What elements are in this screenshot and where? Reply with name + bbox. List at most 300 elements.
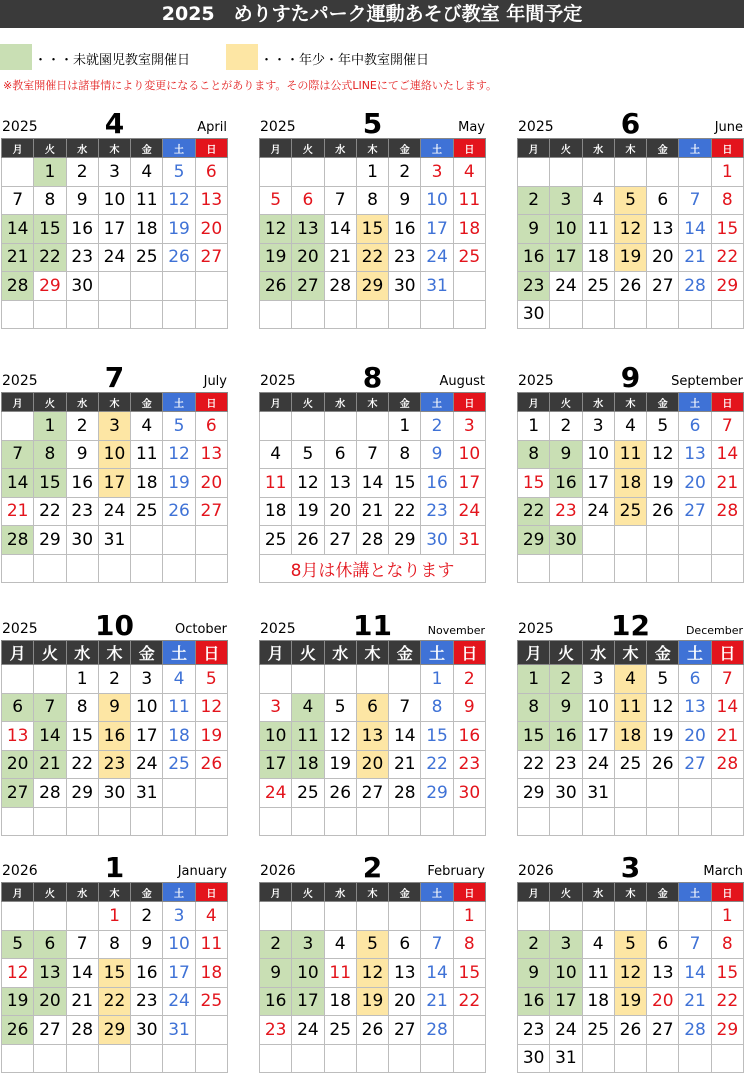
empty-cell [163, 526, 195, 555]
empty-cell [421, 902, 453, 931]
week-row [260, 412, 486, 441]
day-cell: 10 [292, 959, 324, 988]
weekday-header: 日 [453, 883, 485, 902]
day-cell: 23 [66, 497, 98, 526]
weekday-header: 金 [647, 393, 679, 412]
day-cell: 13 [647, 959, 679, 988]
day-cell: 17 [163, 959, 195, 988]
month-header [1, 361, 228, 394]
day-cell: 16 [389, 215, 421, 244]
day-cell: 5 [292, 440, 324, 469]
day-cell: 24 [98, 497, 130, 526]
day-cell: 20 [195, 469, 227, 498]
month-year: 2025 [260, 119, 296, 135]
day-cell: 21 [356, 497, 388, 526]
month-header [517, 609, 744, 642]
weekday-header: 日 [453, 641, 485, 665]
empty-cell [324, 1044, 356, 1073]
day-cell: 10 [421, 186, 453, 215]
week-row [260, 693, 486, 722]
day-cell: 9 [453, 693, 485, 722]
legend-label-toddler: ・・・未就園児教室開催日 [34, 53, 191, 68]
day-cell: 21 [679, 987, 711, 1016]
day-cell: 26 [2, 1016, 34, 1045]
week-row [2, 215, 228, 244]
day-cell: 1 [711, 158, 743, 187]
week-row [2, 930, 228, 959]
month-calendar-january [1, 851, 228, 1073]
day-cell: 21 [711, 722, 743, 751]
day-cell: 10 [550, 215, 582, 244]
weekday-header: 月 [260, 393, 292, 412]
week-row [518, 665, 744, 694]
empty-cell [292, 902, 324, 931]
empty-cell [518, 902, 550, 931]
weekday-header: 金 [647, 883, 679, 902]
day-cell: 19 [292, 497, 324, 526]
month-number: 12 [611, 609, 650, 642]
day-cell: 14 [2, 469, 34, 498]
weekday-header: 土 [163, 641, 195, 665]
empty-cell [518, 807, 550, 836]
day-cell: 5 [614, 186, 646, 215]
empty-cell [2, 158, 34, 187]
day-cell: 15 [34, 215, 66, 244]
day-cell: 24 [550, 272, 582, 301]
month-name: July [203, 374, 227, 389]
day-cell: 17 [292, 987, 324, 1016]
weekday-header: 日 [711, 393, 743, 412]
day-cell: 21 [679, 243, 711, 272]
empty-cell [614, 902, 646, 931]
empty-cell [324, 665, 356, 694]
day-cell: 20 [647, 987, 679, 1016]
day-cell: 8 [356, 186, 388, 215]
day-cell: 9 [389, 186, 421, 215]
day-cell: 12 [324, 722, 356, 751]
month-calendar-july [1, 361, 228, 583]
day-cell: 12 [163, 186, 195, 215]
day-cell: 10 [98, 440, 130, 469]
week-row [260, 469, 486, 498]
month-year: 2025 [2, 373, 38, 389]
day-cell: 12 [260, 215, 292, 244]
day-cell: 16 [453, 722, 485, 751]
week-row [2, 526, 228, 555]
week-row [260, 215, 486, 244]
day-cell: 24 [260, 779, 292, 808]
day-cell: 20 [679, 722, 711, 751]
day-cell: 10 [582, 440, 614, 469]
day-cell: 24 [550, 1016, 582, 1045]
empty-cell [98, 272, 130, 301]
day-cell: 15 [711, 959, 743, 988]
empty-cell [582, 1044, 614, 1073]
empty-cell [453, 1044, 485, 1073]
empty-cell [614, 554, 646, 583]
weekday-header: 日 [195, 139, 227, 158]
empty-cell [292, 1044, 324, 1073]
day-cell: 24 [292, 1016, 324, 1045]
day-cell: 9 [98, 693, 130, 722]
day-cell: 3 [582, 665, 614, 694]
empty-cell [260, 902, 292, 931]
empty-cell [260, 300, 292, 329]
day-cell: 23 [518, 272, 550, 301]
week-row [2, 665, 228, 694]
empty-cell [356, 807, 388, 836]
empty-cell [711, 300, 743, 329]
day-cell: 15 [356, 215, 388, 244]
empty-cell [98, 554, 130, 583]
week-row [2, 243, 228, 272]
week-row [518, 243, 744, 272]
day-cell: 31 [131, 779, 163, 808]
week-row [260, 779, 486, 808]
day-cell: 19 [260, 243, 292, 272]
weekday-header: 火 [550, 641, 582, 665]
day-cell: 23 [389, 243, 421, 272]
empty-cell [421, 1044, 453, 1073]
week-row [2, 722, 228, 751]
month-table [1, 138, 228, 329]
day-cell: 17 [421, 215, 453, 244]
weekday-header: 金 [647, 139, 679, 158]
day-cell: 31 [98, 526, 130, 555]
weekday-header: 土 [163, 393, 195, 412]
month-number: 9 [620, 361, 641, 394]
day-cell: 28 [711, 497, 743, 526]
day-cell: 18 [582, 987, 614, 1016]
day-cell: 3 [292, 930, 324, 959]
week-row [518, 158, 744, 187]
day-cell: 4 [582, 186, 614, 215]
week-row [260, 1016, 486, 1045]
day-cell: 3 [550, 930, 582, 959]
weekday-header: 土 [421, 393, 453, 412]
day-cell: 26 [647, 497, 679, 526]
empty-cell [711, 526, 743, 555]
day-cell: 15 [34, 469, 66, 498]
day-cell: 12 [2, 959, 34, 988]
weekday-header: 土 [421, 883, 453, 902]
week-row [2, 779, 228, 808]
month-calendar-august [259, 361, 486, 583]
day-cell: 10 [582, 693, 614, 722]
weekday-header: 水 [324, 641, 356, 665]
day-cell: 17 [131, 722, 163, 751]
day-cell: 7 [711, 412, 743, 441]
empty-cell [679, 902, 711, 931]
day-cell: 10 [260, 722, 292, 751]
empty-cell [711, 807, 743, 836]
empty-cell [260, 158, 292, 187]
month-name: August [439, 374, 485, 389]
day-cell: 19 [163, 215, 195, 244]
day-cell: 1 [518, 412, 550, 441]
month-number: 1 [104, 851, 125, 884]
month-header [1, 851, 228, 884]
month-header [259, 609, 486, 642]
day-cell: 27 [679, 750, 711, 779]
day-cell: 4 [260, 440, 292, 469]
day-cell: 5 [2, 930, 34, 959]
day-cell: 29 [66, 779, 98, 808]
day-cell: 28 [66, 1016, 98, 1045]
day-cell: 24 [582, 497, 614, 526]
week-row [260, 750, 486, 779]
day-cell: 20 [195, 215, 227, 244]
empty-cell [356, 665, 388, 694]
empty-cell [34, 902, 66, 931]
day-cell: 18 [131, 215, 163, 244]
day-cell: 11 [582, 215, 614, 244]
day-cell: 2 [389, 158, 421, 187]
day-cell: 28 [389, 779, 421, 808]
day-cell: 16 [260, 987, 292, 1016]
day-cell: 28 [2, 272, 34, 301]
weekday-header: 月 [2, 139, 34, 158]
day-cell: 18 [453, 215, 485, 244]
empty-cell [356, 300, 388, 329]
week-row [2, 412, 228, 441]
month-number: 4 [104, 107, 125, 140]
weekday-header: 日 [711, 641, 743, 665]
weekday-header: 月 [260, 883, 292, 902]
day-cell: 13 [34, 959, 66, 988]
empty-cell [389, 902, 421, 931]
day-cell: 16 [131, 959, 163, 988]
empty-cell [614, 158, 646, 187]
day-cell: 8 [518, 440, 550, 469]
day-cell: 1 [389, 412, 421, 441]
month-name: October [174, 622, 227, 637]
weekday-header: 金 [131, 139, 163, 158]
week-row [260, 930, 486, 959]
empty-cell [550, 554, 582, 583]
day-cell: 30 [98, 779, 130, 808]
day-cell: 20 [34, 987, 66, 1016]
day-cell: 6 [292, 186, 324, 215]
day-cell: 15 [453, 959, 485, 988]
day-cell: 24 [421, 243, 453, 272]
page-title: 2025 めりすたパーク運動あそび教室 年間予定 [0, 0, 744, 28]
day-cell: 3 [131, 665, 163, 694]
day-cell: 30 [131, 1016, 163, 1045]
week-row [518, 779, 744, 808]
weekday-header: 金 [131, 393, 163, 412]
empty-cell [711, 1044, 743, 1073]
day-cell: 19 [195, 722, 227, 751]
day-cell: 8 [421, 693, 453, 722]
empty-cell [679, 1044, 711, 1073]
empty-cell [679, 158, 711, 187]
day-cell: 14 [711, 440, 743, 469]
day-cell: 16 [98, 722, 130, 751]
month-table [517, 392, 744, 583]
day-cell: 11 [582, 959, 614, 988]
day-cell: 17 [550, 987, 582, 1016]
day-cell: 22 [711, 987, 743, 1016]
empty-cell [34, 554, 66, 583]
day-cell: 23 [98, 750, 130, 779]
weekday-header: 火 [34, 393, 66, 412]
empty-cell [389, 300, 421, 329]
empty-cell [679, 300, 711, 329]
weekday-header: 木 [98, 393, 130, 412]
month-name: May [458, 120, 485, 135]
day-cell: 16 [550, 469, 582, 498]
day-cell: 14 [324, 215, 356, 244]
weekday-header: 土 [679, 393, 711, 412]
day-cell: 1 [453, 902, 485, 931]
weekday-header: 火 [292, 641, 324, 665]
day-cell: 2 [518, 930, 550, 959]
day-cell: 27 [647, 1016, 679, 1045]
day-cell: 16 [550, 722, 582, 751]
day-cell: 8 [711, 930, 743, 959]
day-cell: 14 [66, 959, 98, 988]
day-cell: 31 [582, 779, 614, 808]
day-cell: 25 [614, 497, 646, 526]
day-cell: 18 [614, 469, 646, 498]
day-cell: 25 [614, 750, 646, 779]
weekday-header: 火 [34, 641, 66, 665]
weekday-header: 金 [389, 641, 421, 665]
day-cell: 12 [292, 469, 324, 498]
day-cell: 21 [2, 243, 34, 272]
day-cell: 1 [34, 412, 66, 441]
day-cell: 15 [389, 469, 421, 498]
empty-cell [324, 902, 356, 931]
month-number: 6 [620, 107, 641, 140]
week-row [260, 526, 486, 555]
weekday-header: 土 [421, 641, 453, 665]
legend-swatch-preschool [226, 44, 258, 70]
day-cell: 16 [518, 243, 550, 272]
day-cell: 6 [195, 158, 227, 187]
day-cell: 23 [131, 987, 163, 1016]
day-cell: 5 [163, 412, 195, 441]
weekday-header: 木 [98, 883, 130, 902]
empty-cell [324, 412, 356, 441]
day-cell: 10 [550, 959, 582, 988]
day-cell: 18 [292, 750, 324, 779]
week-row [260, 722, 486, 751]
day-cell: 2 [66, 158, 98, 187]
month-table [259, 640, 486, 836]
empty-cell [647, 158, 679, 187]
empty-cell [518, 158, 550, 187]
empty-cell [292, 158, 324, 187]
day-cell: 2 [98, 665, 130, 694]
weekday-header: 火 [550, 883, 582, 902]
empty-cell [582, 554, 614, 583]
empty-cell [679, 807, 711, 836]
day-cell: 29 [518, 526, 550, 555]
week-row [518, 272, 744, 301]
day-cell: 30 [66, 272, 98, 301]
day-cell: 9 [550, 693, 582, 722]
weekday-header: 土 [679, 139, 711, 158]
empty-cell [647, 526, 679, 555]
empty-cell [292, 300, 324, 329]
empty-cell [647, 807, 679, 836]
empty-cell [647, 300, 679, 329]
day-cell: 22 [34, 243, 66, 272]
day-cell: 16 [66, 215, 98, 244]
week-row [2, 902, 228, 931]
day-cell: 15 [421, 722, 453, 751]
week-row [2, 186, 228, 215]
day-cell: 13 [324, 469, 356, 498]
day-cell: 3 [98, 158, 130, 187]
month-calendar-february [259, 851, 486, 1073]
day-cell: 11 [163, 693, 195, 722]
day-cell: 2 [131, 902, 163, 931]
day-cell: 26 [647, 750, 679, 779]
day-cell: 10 [163, 930, 195, 959]
day-cell: 22 [34, 497, 66, 526]
empty-cell [292, 665, 324, 694]
week-row [260, 902, 486, 931]
day-cell: 7 [679, 186, 711, 215]
month-header [517, 361, 744, 394]
empty-cell [679, 779, 711, 808]
empty-cell [260, 1044, 292, 1073]
day-cell: 16 [66, 469, 98, 498]
day-cell: 28 [34, 779, 66, 808]
day-cell: 22 [389, 497, 421, 526]
empty-cell [2, 807, 34, 836]
month-header [259, 107, 486, 140]
day-cell: 23 [453, 750, 485, 779]
empty-cell [679, 526, 711, 555]
week-row [260, 243, 486, 272]
empty-cell [2, 554, 34, 583]
empty-cell [34, 665, 66, 694]
day-cell: 29 [34, 272, 66, 301]
day-cell: 30 [518, 1044, 550, 1073]
empty-cell [195, 1044, 227, 1073]
day-cell: 9 [518, 959, 550, 988]
day-cell: 12 [614, 215, 646, 244]
day-cell: 17 [453, 469, 485, 498]
day-cell: 1 [421, 665, 453, 694]
day-cell: 8 [34, 186, 66, 215]
week-row [518, 930, 744, 959]
weekday-header: 土 [679, 883, 711, 902]
day-cell: 21 [66, 987, 98, 1016]
day-cell: 9 [518, 215, 550, 244]
day-cell: 26 [260, 272, 292, 301]
day-cell: 7 [324, 186, 356, 215]
day-cell: 6 [356, 693, 388, 722]
day-cell: 22 [66, 750, 98, 779]
month-name: December [685, 624, 743, 637]
empty-cell [98, 807, 130, 836]
weekday-header: 水 [582, 883, 614, 902]
month-calendar-september [517, 361, 744, 583]
empty-cell [389, 807, 421, 836]
weekday-header: 日 [711, 883, 743, 902]
day-cell: 8 [518, 693, 550, 722]
month-number: 8 [362, 361, 383, 394]
day-cell: 24 [453, 497, 485, 526]
day-cell: 31 [163, 1016, 195, 1045]
day-cell: 2 [453, 665, 485, 694]
day-cell: 12 [163, 440, 195, 469]
